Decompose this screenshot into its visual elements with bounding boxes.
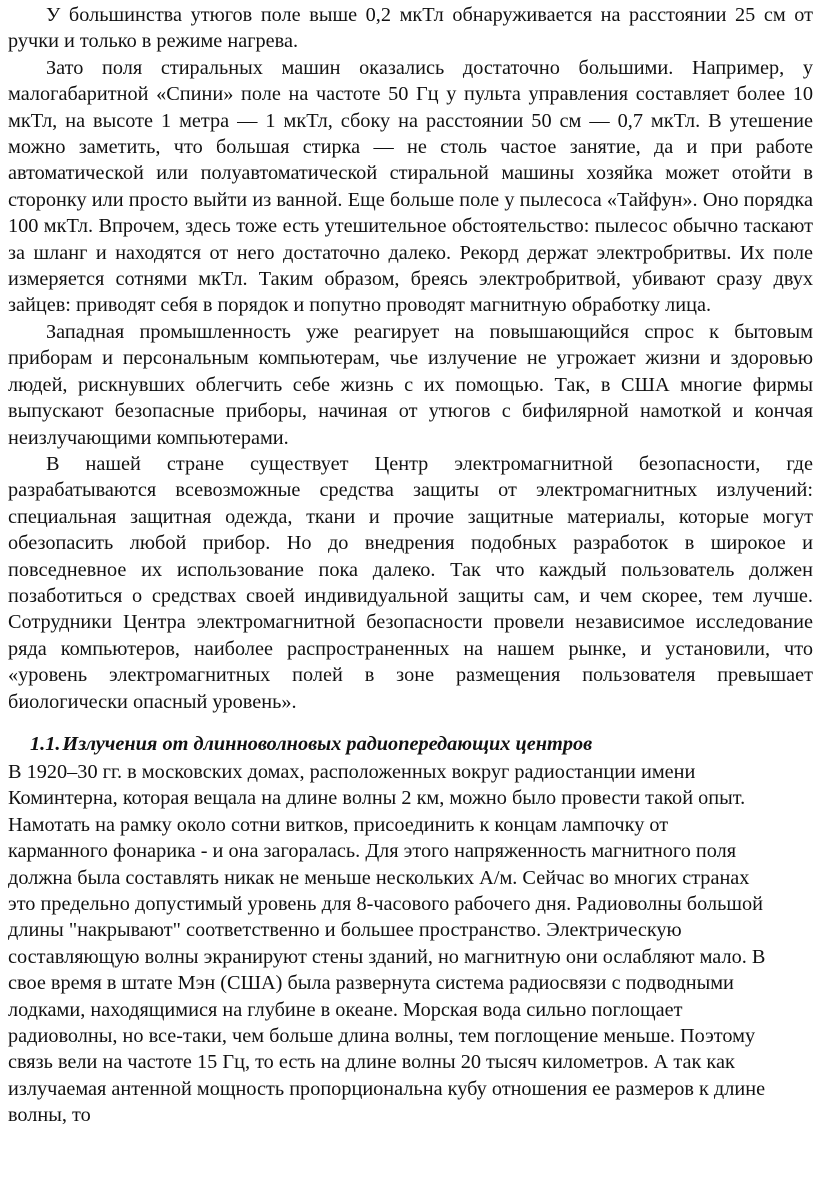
document-page	[8, 2, 813, 1129]
paragraph-safety-center: В нашей стране существует Центр электромагнитной безопасности, где разрабатываются всевозможные средства защиты от электромагнитных излучений: специальная защитная одежда, ткани и прочие защитные материалы, которые могут обезопасить любой прибор. Но до внедрения подобных разработок в широкое и повседневное их использование пока далеко. Так что каждый пользователь должен позаботиться о средствах своей индивидуальной защиты сам, и чем скорее, тем лучше. Сотрудники Центра электромагнитной безопасности провели независимое исследование ряда компьютеров, наиболее распространенных на нашем рынке, и установили, что «уровень электромагнитных полей в зоне размещения пользователя превышает биологически опасный уровень».	[8, 452, 813, 713]
paragraph-irons: У большинства утюгов поле выше 0,2 мкТл обнаруживается на расстоянии 25 см от ручки и только в режиме нагрева.	[8, 4, 813, 53]
section-heading	[8, 729, 813, 759]
paragraph-washing-machines: Зато поля стиральных машин оказались достаточно большими. Например, у малогабаритной «Спини» поле на частоте 50 Гц у пульта управления составляет более 10 мкТл, на высоте 1 метра — 1 мкТл, сбоку на расстоянии 50 см — 0,7 мкТл. В утешение можно заметить, что большая стирка — не столь частое занятие, да и при работе автоматической или полуавтоматической стиральной машины хозяйка может отойти в сторонку или просто выйти из ванной. Еще больше поле у пылесоса «Тайфун». Оно порядка 100 мкТл. Впрочем, здесь тоже есть утешительное обстоятельство: пылесос обычно таскают за шланг и находятся от него достаточно далеко. Рекорд держат электробритвы. Их поле измеряется сотнями мкТл. Таким образом, бреясь электробритвой, убивают сразу двух зайцев: приводят себя в порядок и попутно проводят магнитную обработку лица.	[8, 56, 813, 317]
section-title: Излучения от длинноволновых радиопередающих центров	[62, 732, 593, 755]
paragraph-western-industry: Западная промышленность уже реагирует на повышающийся спрос к бытовым приборам и персональным компьютерам, чье излучение не угрожает жизни и здоровью людей, рискнувших облегчить себе жизнь с их помощью. Так, в США многие фирмы выпускают безопасные приборы, начиная от утюгов с бифилярной намоткой и кончая неизлучающими компьютерами.	[8, 320, 813, 449]
section-number: 1.1.	[30, 732, 61, 755]
paragraph-radio-centers: В 1920–30 гг. в московских домах, расположенных вокруг радиостанции имени Коминтерна, которая вещала на длине волны 2 км, можно было провести такой опыт. Намотать на рамку около сотни витков, присоединить к концам лампочку от карманного фонарика - и она загоралась. Для этого напряженность магнитного поля должна была составлять никак не меньше нескольких А/м. Сейчас во многих странах это предельно допустимый уровень для 8-часового рабочего дня. Радиоволны большой длины "накрывают" соответственно и большее пространство. Электрическую составляющую волны экранируют стены зданий, но магнитную они ослабляют мало. В свое время в штате Мэн (США) была развернута система радиосвязи с подводными лодками, находящимися на глубине в океане. Морская вода сильно поглощает радиоволны, но все-таки, чем больше длина волны, тем поглощение меньше. Поэтому связь вели на частоте 15 Гц, то есть на длине волны 20 тысяч километров. А так как излучаемая антенной мощность пропорциональна кубу отношения ее размеров к длине волны, то	[8, 760, 766, 1127]
